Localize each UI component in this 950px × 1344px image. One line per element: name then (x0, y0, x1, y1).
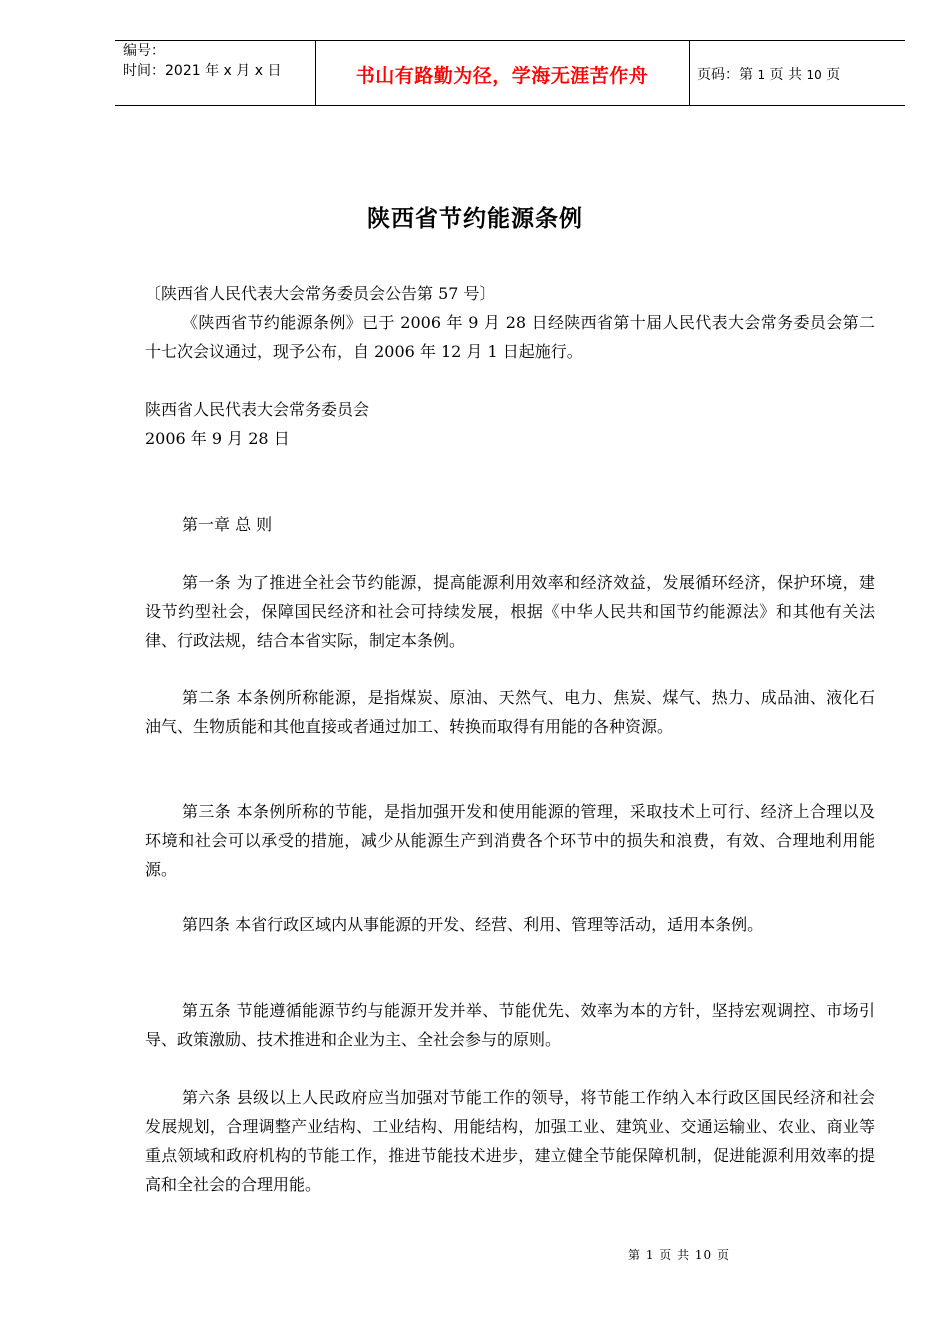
header-meta (123, 41, 313, 81)
document-title: 陕西省节约能源条例 (367, 206, 583, 232)
announcement: 〔陕西省人民代表大会常务委员会公告第 57 号〕 (145, 284, 496, 303)
page-label: 页码：第 (697, 67, 753, 83)
article-paragraph: 第三条 本条例所称的节能，是指加强开发和使用能源的管理，采取技术上可行、经济上合理以及环境和社会可以承受的措施，减少从能源生产到消费各个环节中的损失和浪费，有效、合理地利用能源。 (145, 802, 875, 879)
header-page-indicator (697, 41, 840, 106)
header-motto: 书山有路勤为径，学海无涯苦作舟 (355, 65, 649, 87)
chapter-heading: 第一章 总 则 (182, 515, 273, 534)
header-divider (689, 41, 690, 106)
page-header (115, 40, 905, 106)
document-number-label: 编号： (123, 43, 165, 59)
article-paragraph: 第一条 为了推进全社会节约能源，提高能源利用效率和经济效益，发展循环经济，保护环境，建设节约型社会，保障国民经济和社会可持续发展，根据《中华人民共和国节约能源法》和其他有关法律、行政法规，结合本省实际，制定本条例。 (145, 573, 875, 650)
article-paragraph: 第六条 县级以上人民政府应当加强对节能工作的领导，将节能工作纳入本行政区国民经济和社会发展规划，合理调整产业结构、工业结构、用能结构，加强工业、建筑业、交通运输业、农业、商业等重点领域和政府机构的节能工作，推进节能技术进步，建立健全节能保障机制，促进能源利用效率的提高和全社会的合理用能。 (145, 1088, 875, 1194)
page-current: 1 (757, 68, 766, 82)
issue-date: 2006 年 9 月 28 日 (145, 429, 290, 448)
document-time-label: 时间：2021 年 x 月 x 日 (123, 63, 282, 79)
page-total: 10 (806, 68, 822, 82)
issuer: 陕西省人民代表大会常务委员会 (145, 400, 370, 419)
article-paragraph: 第二条 本条例所称能源，是指煤炭、原油、天然气、电力、焦炭、煤气、热力、成品油、液化石油气、生物质能和其他直接或者通过加工、转换而取得有用能的各种资源。 (145, 688, 875, 736)
page-footer: 第 1 页 共 10 页 (628, 1248, 730, 1262)
article-paragraph: 第五条 节能遵循能源节约与能源开发并举、节能优先、效率为本的方针，坚持宏观调控、市场引导、政策激励、技术推进和企业为主、全社会参与的原则。 (145, 1001, 875, 1049)
page-mid-label: 页 共 (769, 67, 802, 83)
page-end-label: 页 (826, 67, 841, 83)
article-paragraph: 第四条 本省行政区域内从事能源的开发、经营、利用、管理等活动，适用本条例。 (182, 915, 764, 934)
preamble-paragraph: 《陕西省节约能源条例》已于 2006 年 9 月 28 日经陕西省第十届人民代表大会常务委员会第二十七次会议通过，现予公布，自 2006 年 12 月 1 日起施行。 (145, 313, 875, 361)
